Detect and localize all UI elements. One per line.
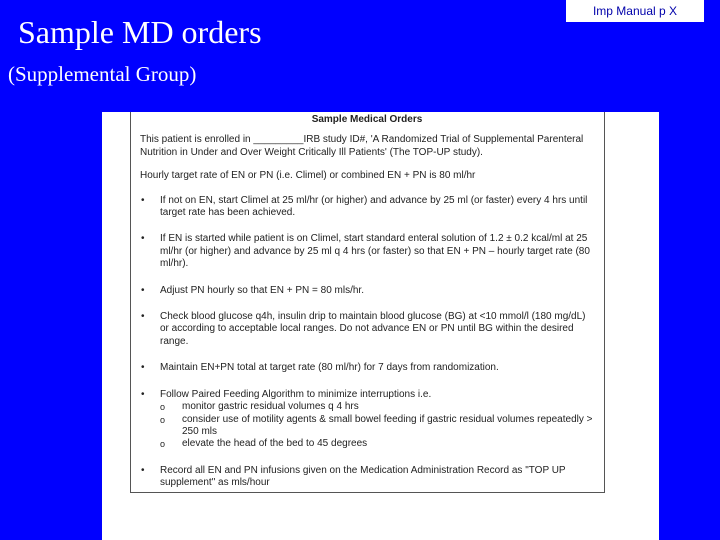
sub-item-text: consider use of motility agents & small bowel feeding if gastric residual volumes repeatedly > 250 mls xyxy=(182,413,593,437)
sub-item-text: elevate the head of the bed to 45 degrees xyxy=(182,438,368,450)
target-rate-statement: Hourly target rate of EN or PN (i.e. Climel) or combined EN + PN is 80 ml/hr xyxy=(140,170,476,182)
feeding-algorithm-sublist xyxy=(160,401,594,451)
sub-item xyxy=(160,438,594,450)
manual-reference-badge: Imp Manual p X xyxy=(566,0,704,22)
circle-bullet-icon: o xyxy=(160,414,166,425)
orders-list xyxy=(140,195,594,490)
sub-item xyxy=(160,414,594,439)
bullet-icon: • xyxy=(141,233,145,245)
sub-item xyxy=(160,401,594,413)
sub-item-text: monitor gastric residual volumes q 4 hrs xyxy=(182,401,359,413)
order-item xyxy=(140,195,594,220)
order-item xyxy=(140,311,594,348)
bullet-icon: • xyxy=(141,311,145,323)
order-text: Maintain EN+PN total at target rate (80 ml/hr) for 7 days from randomization. xyxy=(160,362,499,374)
bullet-icon: • xyxy=(141,464,145,476)
order-item xyxy=(140,285,594,297)
medical-orders-document xyxy=(130,112,605,493)
order-item xyxy=(140,362,594,374)
order-text: Adjust PN hourly so that EN + PN = 80 mls/hr. xyxy=(160,284,364,296)
enrollment-statement: This patient is enrolled in _________IRB study ID#, 'A Randomized Trial of Supplemental Parenteral Nutrition in Under and Over Weight Critically Ill Patients' (The TOP-UP study). xyxy=(140,134,584,158)
slide-subtitle: (Supplemental Group) xyxy=(8,62,197,86)
order-item xyxy=(140,389,594,451)
order-text: If not on EN, start Climel at 25 ml/hr (or higher) and advance by 25 ml (or faster) every 4 hrs until target rate has been achieved. xyxy=(160,194,588,219)
order-item xyxy=(140,233,594,270)
document-heading: Sample Medical Orders xyxy=(311,114,423,125)
document-page xyxy=(102,112,659,540)
bullet-icon: • xyxy=(141,194,145,206)
circle-bullet-icon: o xyxy=(160,402,166,413)
bullet-icon: • xyxy=(141,388,145,400)
order-text: Check blood glucose q4h, insulin drip to maintain blood glucose (BG) at <10 mmol/l (180 mg/dL) or according to acceptable local ranges. Do not advance EN or PN until BG within the desired range. xyxy=(160,311,586,347)
order-text: Record all EN and PN infusions given on the Medication Administration Record as "TOP UP supplement" as mls/hour xyxy=(160,464,566,489)
bullet-icon: • xyxy=(141,284,145,296)
order-item xyxy=(140,465,594,490)
circle-bullet-icon: o xyxy=(160,439,166,450)
bullet-icon: • xyxy=(141,362,145,374)
order-text: If EN is started while patient is on Climel, start standard enteral solution of 1.2 ± 0.2 kcal/ml at 25 ml/hr (or higher) and advance by 25 ml q 4 hrs (or faster) so that EN + PN – hourly target rate (80 ml/hr). xyxy=(160,233,590,270)
slide-title: Sample MD orders xyxy=(18,14,262,50)
order-text: Follow Paired Feeding Algorithm to minimize interruptions i.e. xyxy=(160,388,432,400)
